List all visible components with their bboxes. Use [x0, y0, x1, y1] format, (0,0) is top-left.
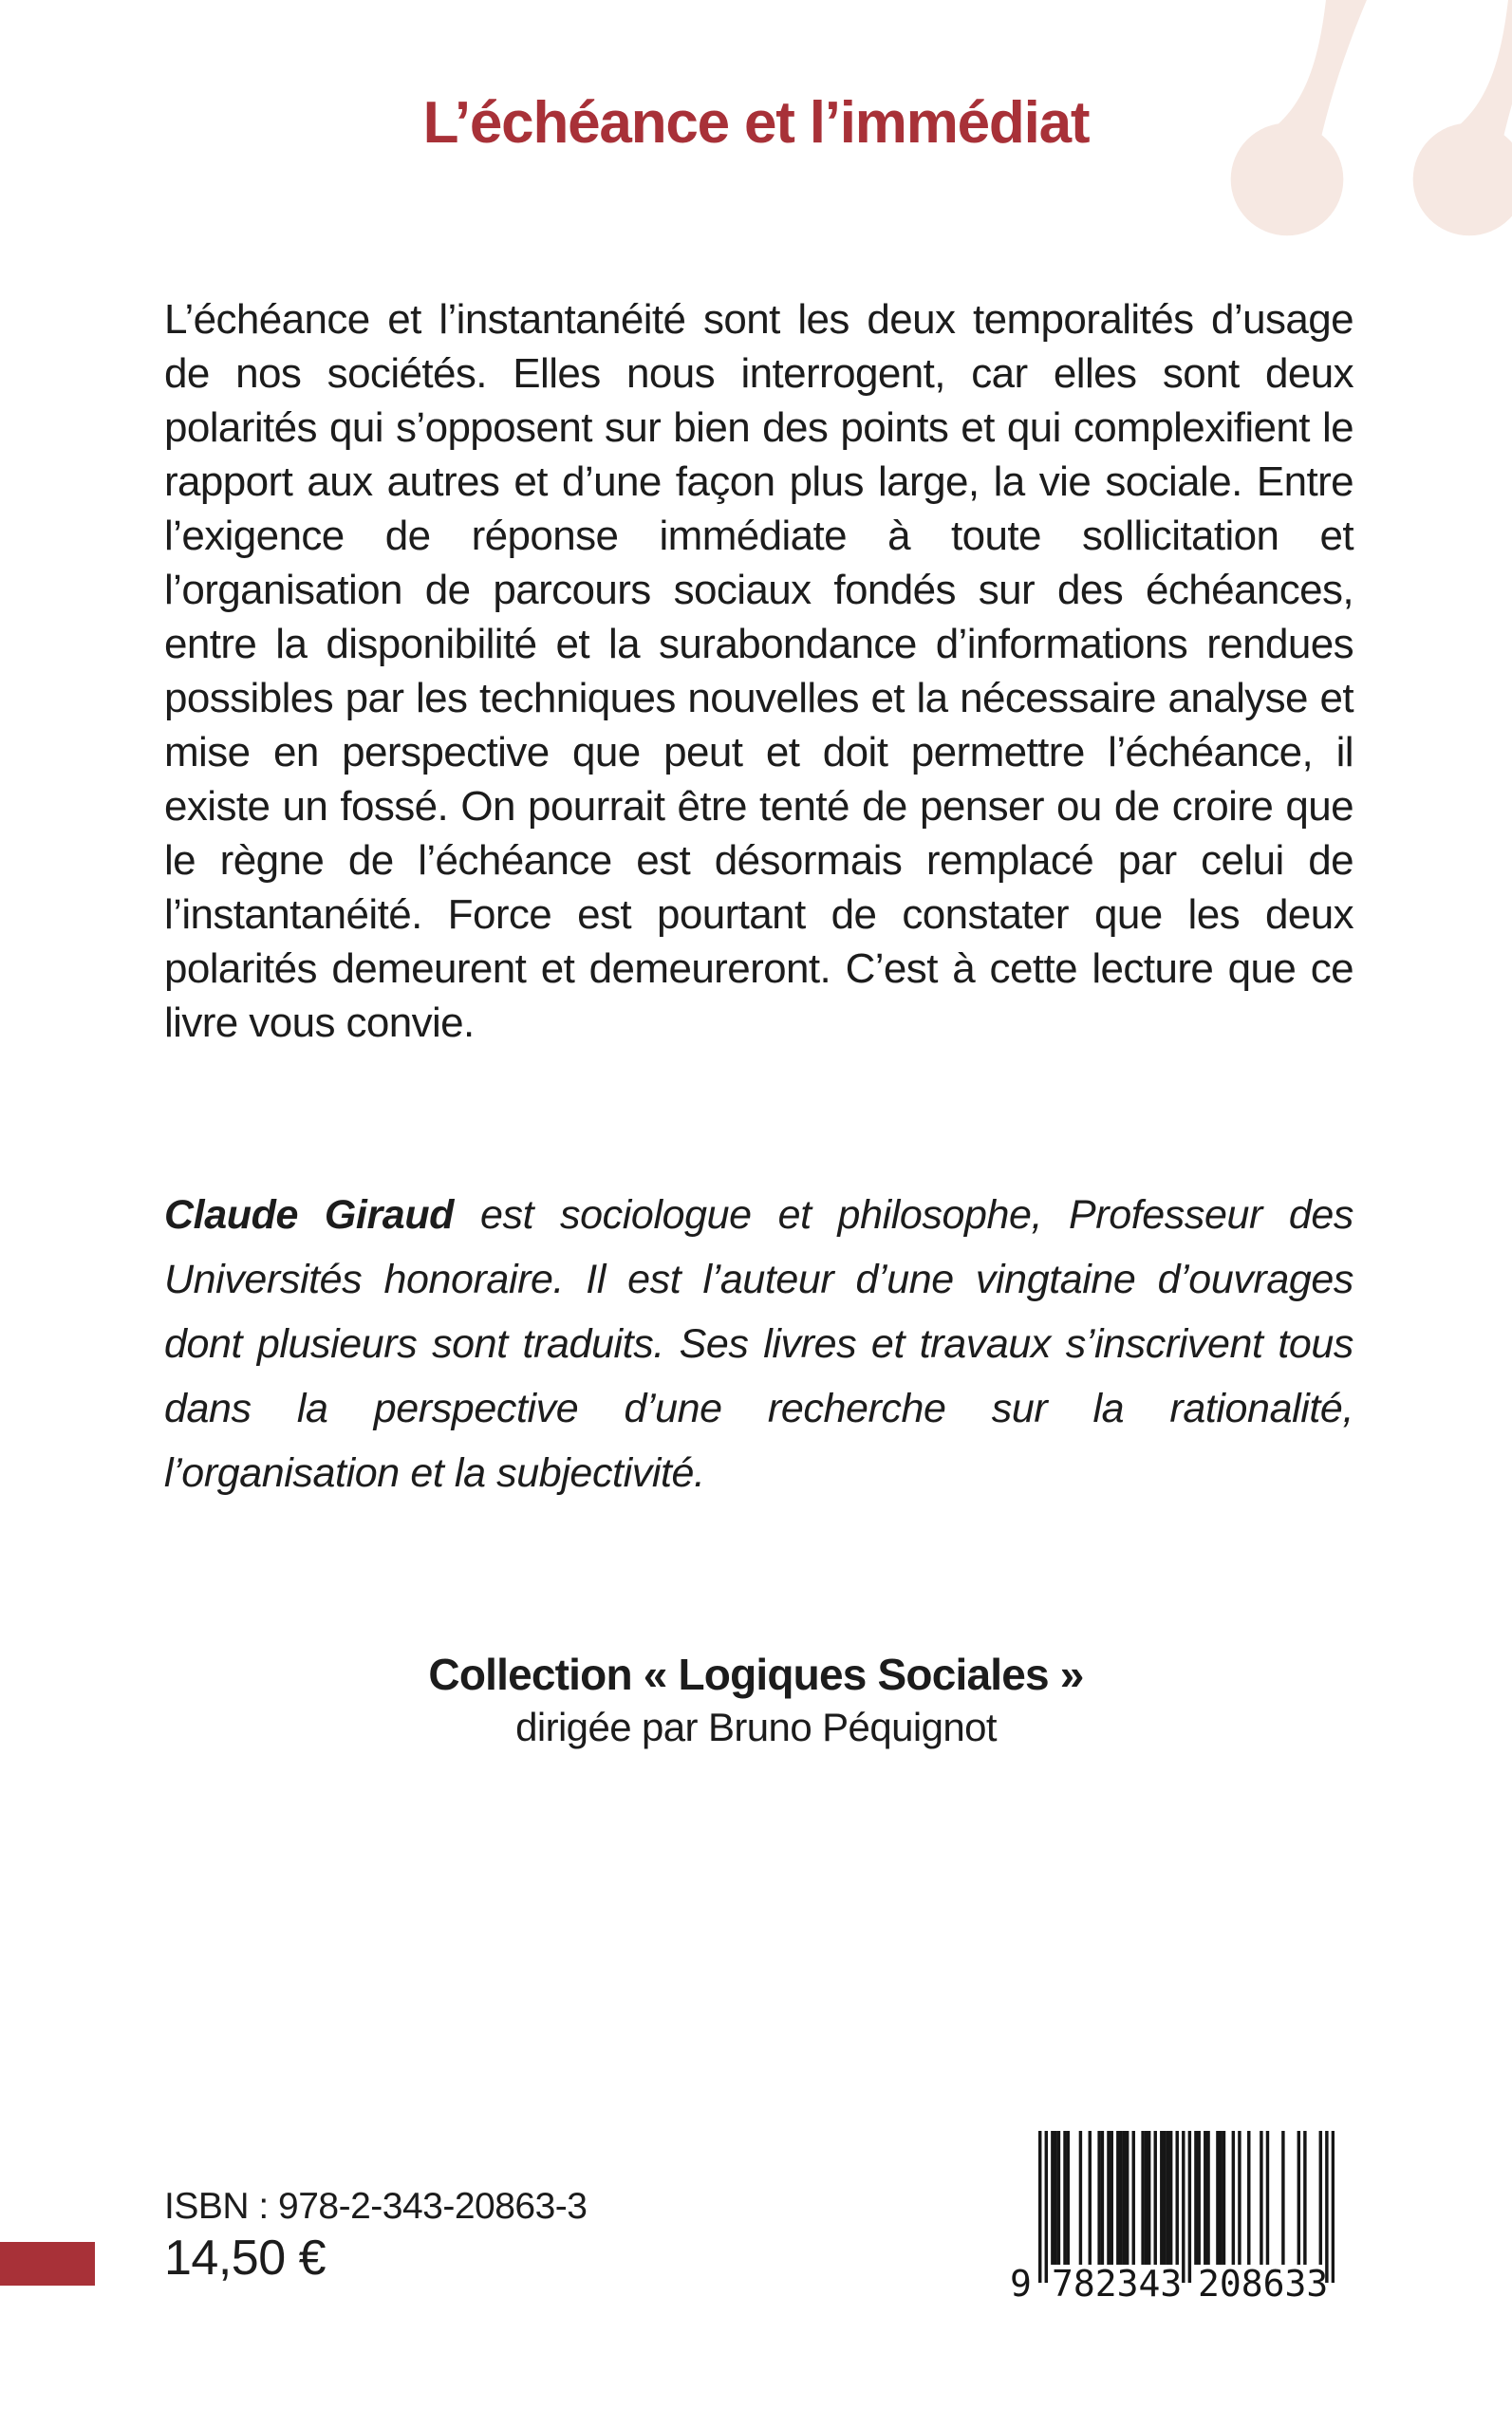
- isbn-text: ISBN : 978-2-343-20863-3: [164, 2186, 588, 2227]
- author-bio-text: est sociologue et philosophe, Professeur des Universités honoraire. Il est l’auteur d’une vingtaine d’ouvrages dont plusieurs sont traduits. Ses livres et travaux s’inscrivent tous dans la perspective d’une recherche sur la rationalité, l’organisation et la subjectivité.: [164, 1192, 1353, 1496]
- barcode-digit-lead: 9: [1010, 2263, 1032, 2305]
- barcode-digits-left: 782343: [1052, 2263, 1183, 2305]
- synopsis-text: L’échéance et l’instantanéité sont les deux temporalités d’usage de nos sociétés. Elles nous interrogent, car elles sont deux polarités qui s’opposent sur bien des points et qui complexifient le rapport aux autres et d’une façon plus large, la vie sociale. Entre l’exigence de réponse immédiate à toute sollicitation et l’organisation de parcours sociaux fondés sur des échéances, entre la disponibilité et la surabondance d’informations rendues possibles par les techniques nouvelles et la nécessaire analyse et mise en perspective que peut et doit permettre l’échéance, il existe un fossé. On pourrait être tenté de penser ou de croire que le règne de l’échéance est désormais remplacé par celui de l’instantanéité. Force est pourtant de constater que les deux polarités demeurent et demeureront. C’est à cette lecture que ce livre vous convie.: [164, 296, 1353, 1046]
- author-bio: [164, 1183, 1353, 1505]
- collection-block: [0, 1648, 1512, 1754]
- collection-title: Collection « Logiques Sociales »: [428, 1650, 1084, 1699]
- author-name: Claude Giraud: [164, 1192, 455, 1238]
- barcode-digits-right: 208633: [1198, 2263, 1329, 2305]
- price-text: 14,50 €: [164, 2231, 326, 2286]
- collection-director: dirigée par Bruno Péquignot: [515, 1705, 997, 1749]
- red-accent-bar: [0, 2242, 95, 2286]
- book-title: L’échéance et l’immédiat: [422, 90, 1090, 156]
- barcode: [1010, 2131, 1335, 2306]
- barcode-bars: [1038, 2131, 1335, 2283]
